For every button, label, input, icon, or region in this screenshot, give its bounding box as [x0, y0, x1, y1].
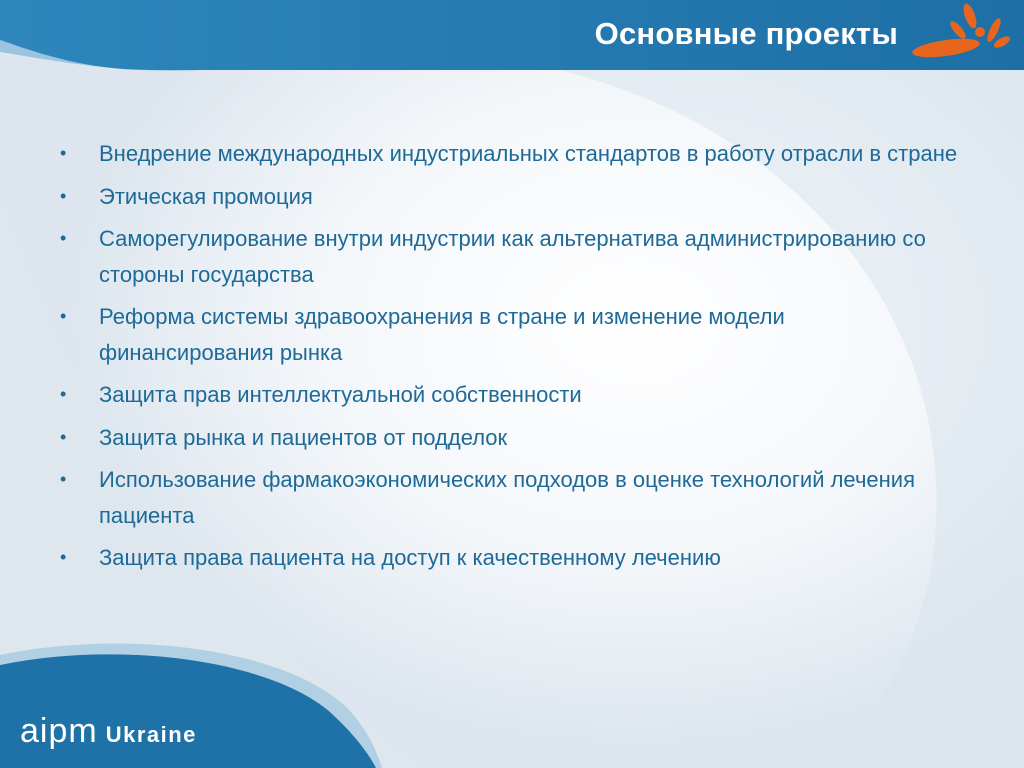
- brand-name: aipm: [20, 712, 98, 750]
- list-item: [58, 377, 958, 413]
- bullet-marker: •: [60, 143, 67, 163]
- list-item-text: Использование фармакоэкономических подходов в оценке технологий лечения пациента: [99, 467, 915, 528]
- list-item-text: Внедрение международных индустриальных стандартов в работу отрасли в стране: [99, 141, 958, 166]
- list-item: [58, 179, 958, 215]
- list-item: [58, 221, 958, 292]
- list-item-text: Реформа системы здравоохранения в стране и изменение модели финансирования рынка: [99, 304, 785, 365]
- bullet-marker: •: [60, 547, 67, 567]
- bullet-marker: •: [60, 306, 67, 326]
- brand-footer: [20, 712, 197, 751]
- bullet-marker: •: [60, 228, 67, 248]
- bullet-marker: •: [60, 426, 67, 447]
- bullet-marker: •: [60, 185, 67, 206]
- aipm-petal-logo-icon: [908, 2, 1018, 66]
- list-item: [58, 299, 958, 370]
- list-item-text: Защита рынка и пациентов от подделок: [99, 424, 508, 450]
- list-item: [58, 462, 958, 533]
- list-item-text: Защита права пациента на доступ к качественному лечению: [99, 545, 721, 570]
- brand-country: Ukraine: [105, 722, 197, 747]
- bullet-marker: •: [60, 384, 67, 404]
- list-item-text: Саморегулирование внутри индустрии как альтернатива администрированию со стороны государства: [99, 226, 926, 287]
- bullet-marker: •: [60, 469, 67, 489]
- list-item-text: Этическая промоция: [99, 183, 313, 209]
- list-item: [58, 136, 958, 172]
- list-item: [58, 420, 958, 456]
- project-bullet-list: [58, 136, 958, 583]
- list-item: [58, 540, 958, 576]
- slide-title: Основные проекты: [594, 16, 898, 51]
- list-item-text: Защита прав интеллектуальной собственности: [99, 382, 582, 407]
